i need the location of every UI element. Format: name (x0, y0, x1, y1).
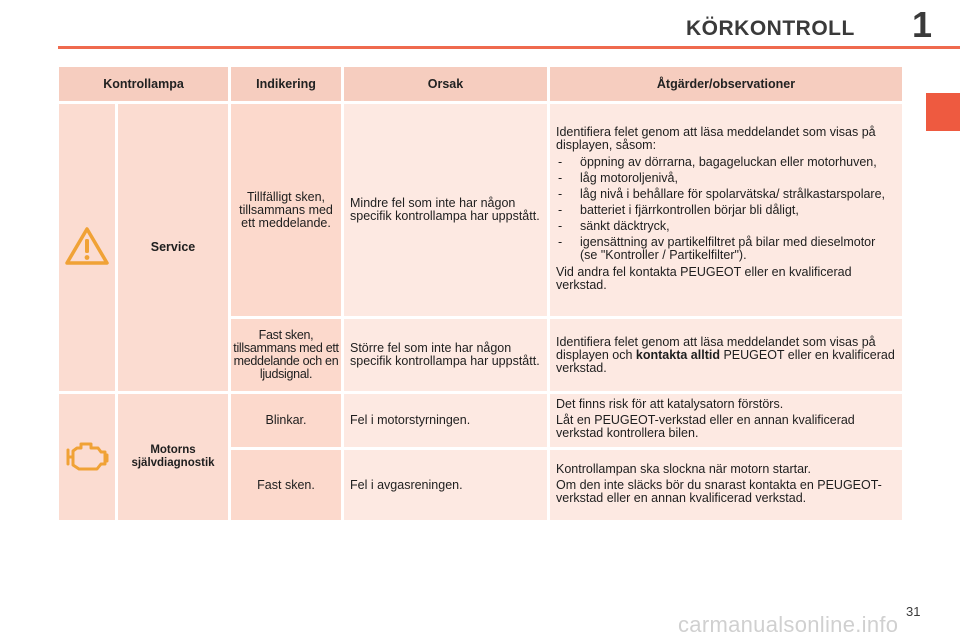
action-emphasis: kontakta alltid (635, 347, 720, 362)
indication-cell: Fast sken. (231, 450, 341, 520)
table-row (59, 394, 902, 447)
chapter-number: 1 (911, 4, 933, 45)
action-list (556, 156, 896, 262)
column-header: Kontrollampa (59, 67, 228, 101)
table-row (59, 104, 902, 316)
action-outro: Vid andra fel kontakta PEUGEOT eller en kvalificerad verkstad. (556, 264, 852, 292)
lamp-name-service: Service (118, 104, 228, 391)
warning-lamp-table (56, 64, 905, 523)
action-cell (550, 104, 902, 316)
page-number: 31 (906, 604, 921, 619)
warning-triangle-icon (64, 226, 110, 266)
table-header-row (59, 67, 902, 101)
column-header: Åtgärder/observationer (550, 67, 902, 101)
list-item: - låg nivå i behållare för spolarvätska/ strålkastarspolare, (556, 188, 896, 201)
action-paragraph: Kontrollampan ska slockna när motorn startar. (556, 461, 811, 476)
action-cell (550, 450, 902, 520)
action-paragraph: Låt en PEUGEOT-verkstad eller en annan kvalificerad verkstad kontrollera bilen. (556, 413, 855, 440)
header-rule (58, 46, 960, 49)
page-title: KÖRKONTROLL (686, 17, 855, 40)
watermark-text: carmanualsonline.info (678, 612, 899, 637)
cause-cell: Större fel som inte har någon specifik kontrollampa har uppstått. (344, 319, 547, 391)
cause-cell: Mindre fel som inte har någon specifik kontrollampa har uppstått. (344, 104, 547, 316)
action-cell (550, 394, 902, 447)
action-cell (550, 319, 902, 391)
column-header: Indikering (231, 67, 341, 101)
list-item: - låg motoroljenivå, (556, 172, 896, 185)
cause-cell: Fel i avgasreningen. (344, 450, 547, 520)
list-item: - igensättning av partikelfiltret på bilar med dieselmotor (se "Kontroller / Partikelfilter"). (556, 236, 896, 262)
engine-icon (65, 439, 109, 473)
list-item: - öppning av dörrarna, bagageluckan eller motorhuven, (556, 156, 896, 169)
lamp-icon-cell (59, 394, 115, 520)
chapter-tab (926, 93, 960, 131)
column-header: Orsak (344, 67, 547, 101)
action-intro: Identifiera felet genom att läsa meddelandet som visas på displayen, såsom: (556, 124, 876, 152)
action-paragraph: Det finns risk för att katalysatorn förstörs. (556, 397, 784, 411)
indication-cell: Blinkar. (231, 394, 341, 447)
lamp-icon-cell (59, 104, 115, 391)
lamp-name-engine: Motorns självdiagnostik (118, 394, 228, 520)
action-paragraph: Om den inte släcks bör du snarast kontakta en PEUGEOT-verkstad eller en annan kvalificerad verkstad. (556, 477, 882, 505)
action-text: Identifiera felet genom att läsa meddelandet som visas på displayen och (556, 334, 876, 362)
action-text: PEUGEOT eller en kvalificerad verkstad. (556, 347, 895, 375)
indication-cell: Tillfälligt sken, tillsammans med ett meddelande. (231, 104, 341, 316)
cause-cell: Fel i motorstyrningen. (344, 394, 547, 447)
list-item: - sänkt däcktryck, (556, 220, 896, 233)
indication-cell: Fast sken, tillsammans med ett meddelande och en ljudsignal. (231, 319, 341, 391)
list-item: - batteriet i fjärrkontrollen börjar bli dåligt, (556, 204, 896, 217)
